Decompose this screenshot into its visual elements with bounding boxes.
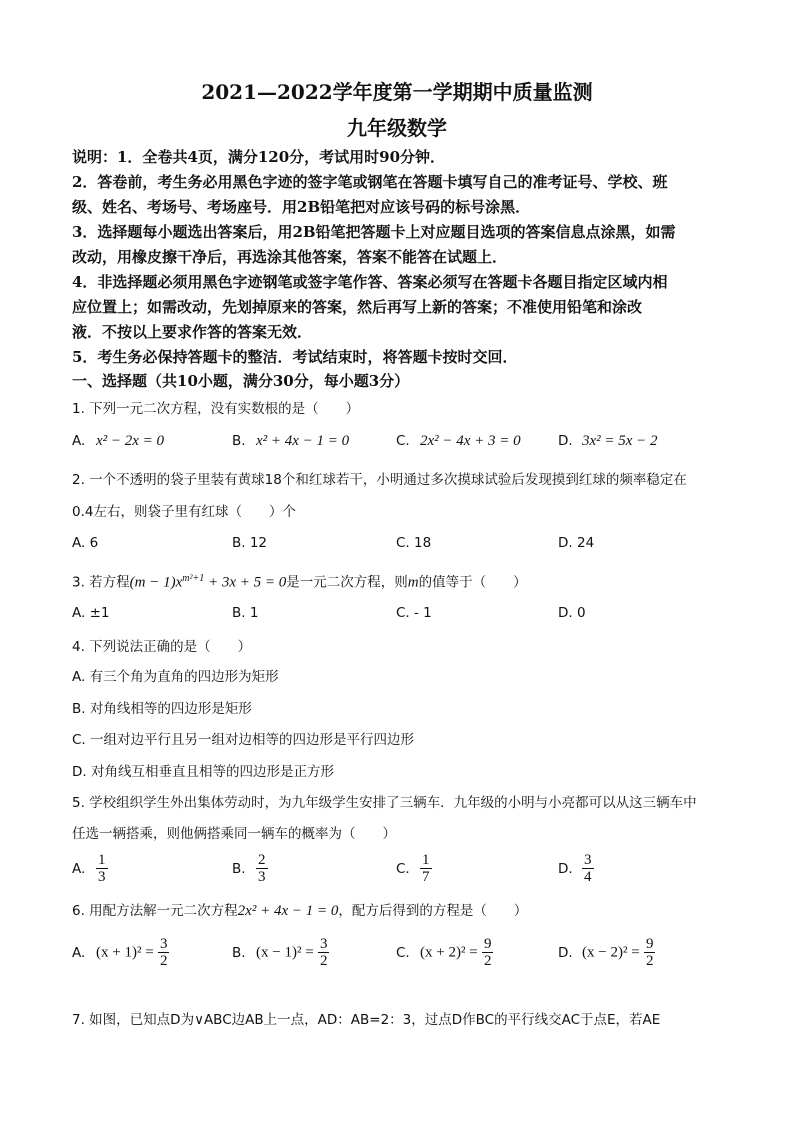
question-4-stem: 4. 下列说法正确的是（ ）	[72, 639, 252, 655]
instruction-line: 3．选择题每小题选出答案后，用2B铅笔把答题卡上对应题目选项的答案信息点涂黑，如需	[72, 223, 676, 241]
instruction-line: 5．考生务必保持答题卡的整洁．考试结束时，将答题卡按时交回．	[72, 348, 518, 366]
q6-option-b: B. (x − 1)² = $\frac{3}{2}$	[232, 936, 328, 969]
instruction-line: 2．答卷前，考生务必用黑色字迹的签字笔或钢笔在答题卡填写自己的准考证号、学校、班	[72, 173, 668, 191]
q2-option-c: C. 18	[396, 535, 432, 551]
exam-title: 2021—2022学年度第一学期期中质量监测	[201, 80, 593, 104]
exam-subtitle: 九年级数学	[347, 116, 447, 140]
q2-option-b: B. 12	[232, 535, 268, 551]
q4-option-b: B. 对角线相等的四边形是矩形	[72, 701, 252, 717]
q6-option-d: D. (x − 2)² = $\frac{9}{2}$	[558, 936, 654, 969]
q1-option-c: C. 2x² − 4x + 3 = 0	[396, 433, 521, 449]
instruction-line: 应位置上；如需改动，先划掉原来的答案，然后再写上新的答案；不准使用铅笔和涂改	[72, 298, 643, 316]
fraction: $\frac{3}{4}$	[584, 852, 592, 885]
fraction: $\frac{9}{2}$	[645, 936, 654, 969]
q1-option-b: B. x² + 4x − 1 = 0	[232, 433, 350, 449]
fraction: $\frac{2}{3}$	[258, 852, 266, 885]
q4-option-c: C. 一组对边平行且另一组对边相等的四边形是平行四边形	[72, 732, 415, 748]
q5-option-c: C. $\frac{1}{7}$	[396, 852, 430, 885]
q3-option-b: B. 1	[232, 605, 259, 621]
q5-option-a: A. $\frac{1}{3}$	[72, 852, 106, 885]
q1-option-a: A. x² − 2x = 0	[72, 433, 165, 449]
fraction: $\frac{3}{2}$	[319, 936, 328, 969]
instruction-line: 改动，用橡皮擦干净后，再选涂其他答案，答案不能答在试题上．	[72, 248, 508, 266]
question-7-line1: 7. 如图，已知点D为∨ABC边AB上一点，AD：AB=2：3，过点D作BC的平行线交AC于点E，若AE	[72, 1012, 661, 1028]
q4-option-d: D. 对角线互相垂直且相等的四边形是正方形	[72, 764, 334, 780]
section-heading: 一、选择题（共10小题，满分30分，每小题3分）	[72, 372, 410, 390]
q4-option-a: A. 有三个角为直角的四边形为矩形	[72, 669, 279, 685]
q5-option-d: D. $\frac{3}{4}$	[558, 852, 592, 885]
q6-option-a: A. (x + 1)² = $\frac{3}{2}$	[72, 936, 168, 969]
fraction: $\frac{9}{2}$	[483, 936, 492, 969]
q2-option-a: A. 6	[72, 535, 99, 551]
q6-option-c: C. (x + 2)² = $\frac{9}{2}$	[396, 936, 492, 969]
fraction: $\frac{1}{7}$	[422, 852, 430, 885]
question-3-stem: 3. 若方程$(m - 1)x^{m^2+1} + 3x + 5 = 0$是一元二次方程，则m的值等于（ ）	[72, 573, 527, 591]
instruction-line: 说明：1．全卷共4页，满分120分，考试用时90分钟．	[72, 148, 446, 166]
instruction-line: 液．不按以上要求作答的答案无效．	[72, 323, 313, 341]
instruction-line: 4．非选择题必须用黑色字迹钢笔或签字笔作答、答案必须写在答题卡各题目指定区域内相	[72, 273, 668, 291]
q5-option-b: B. $\frac{2}{3}$	[232, 852, 266, 885]
q3-option-c: C. - 1	[396, 605, 432, 621]
question-2-line1: 2. 一个不透明的袋子里装有黄球18个和红球若干，小明通过多次摸球试验后发现摸到红球的频率稳定在	[72, 472, 687, 488]
q1-option-d: D. 3x² = 5x − 2	[558, 433, 658, 449]
fraction: $\frac{1}{3}$	[98, 852, 106, 885]
question-2-line2: 0.4左右，则袋子里有红球（ ）个	[72, 504, 296, 520]
q2-option-d: D. 24	[558, 535, 595, 551]
instruction-line: 级、姓名、考场号、考场座号．用2B铅笔把对应该号码的标号涂黑．	[72, 198, 531, 216]
question-6-stem: 6. 用配方法解一元二次方程2x² + 4x − 1 = 0，配方后得到的方程是（ ）	[72, 903, 528, 919]
fraction: $\frac{3}{2}$	[159, 936, 168, 969]
q3-option-a: A. ±1	[72, 605, 110, 621]
question-1-stem: 1. 下列一元二次方程，没有实数根的是（ ）	[72, 401, 360, 417]
question-5-line2: 任选一辆搭乘，则他俩搭乘同一辆车的概率为（ ）	[72, 826, 396, 842]
question-5-line1: 5. 学校组织学生外出集体劳动时，为九年级学生安排了三辆车．九年级的小明与小亮都可以从这三辆车中	[72, 795, 697, 811]
q3-option-d: D. 0	[558, 605, 586, 621]
